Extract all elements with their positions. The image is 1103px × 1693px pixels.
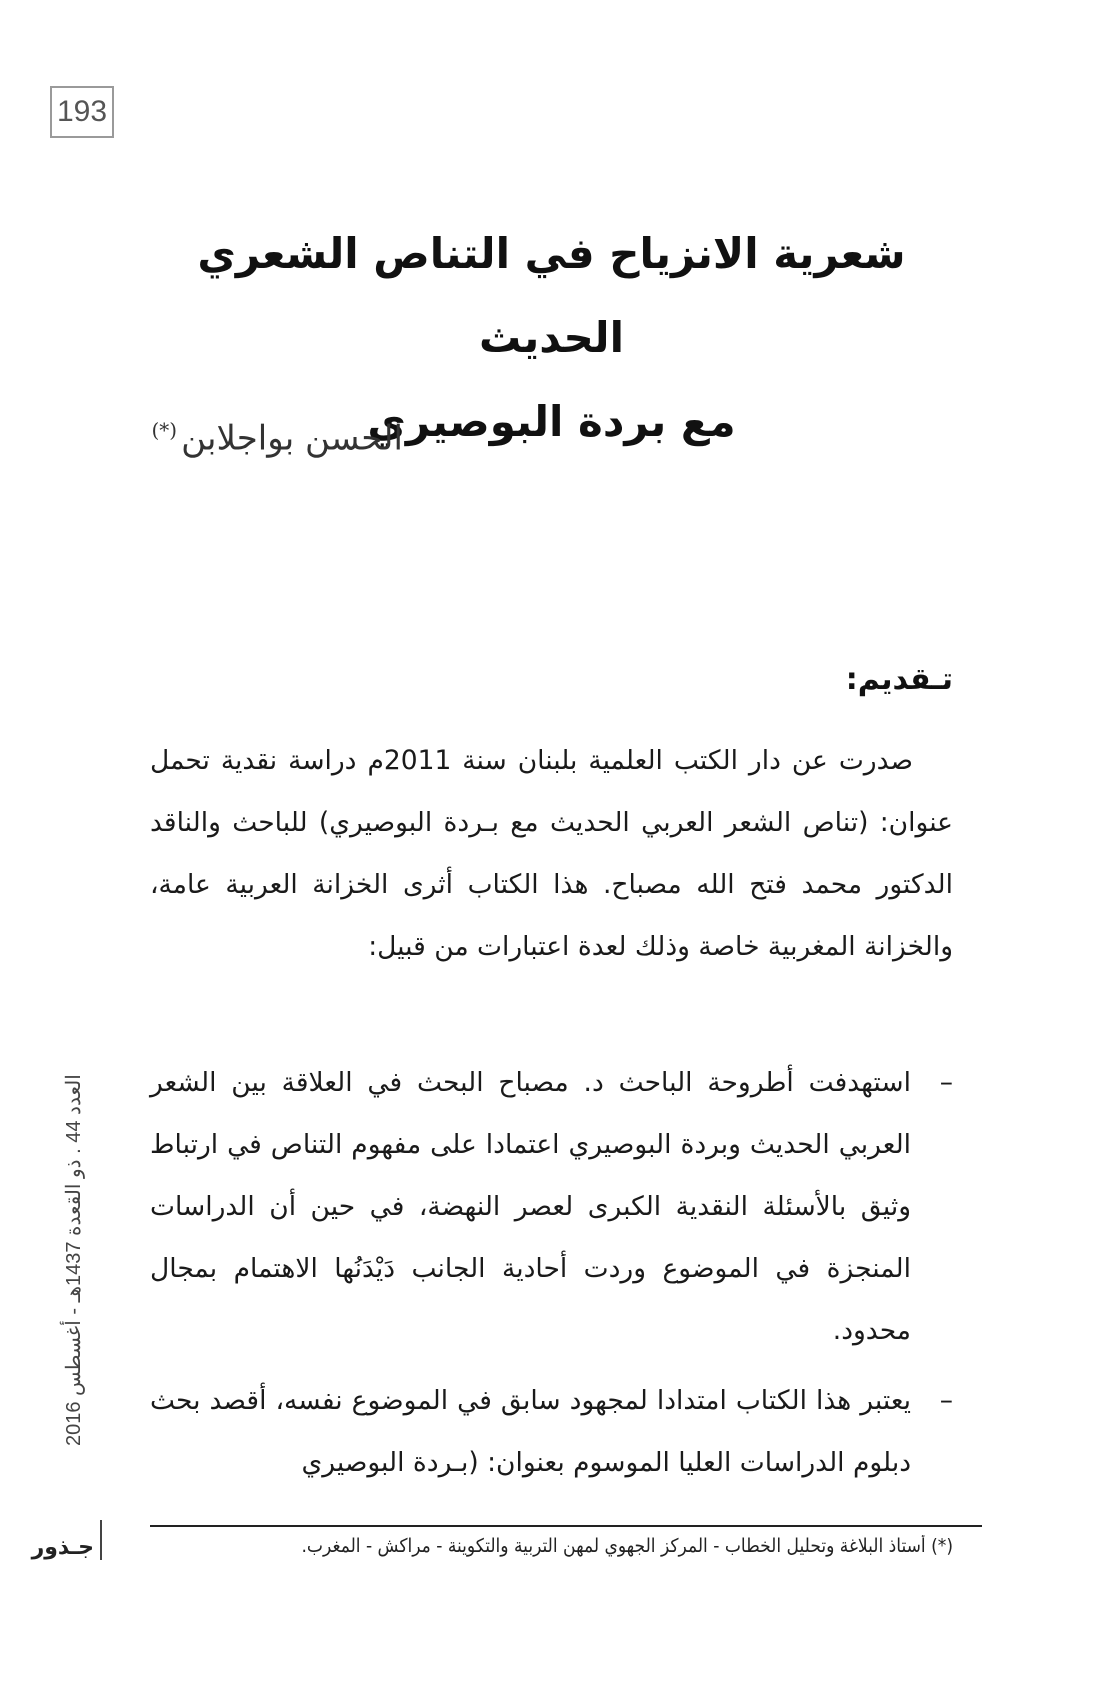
bullet-item: [150, 1052, 953, 1362]
bullet-list: [150, 1052, 953, 1502]
journal-brand: جـذور: [31, 1535, 94, 1560]
bullet-dash: –: [939, 1067, 953, 1098]
issue-info: العدد 44 . ذو القعدة 1437هـ - أغسطس 2016: [63, 1074, 85, 1446]
footnote-divider: [150, 1525, 982, 1527]
bullet-dash: –: [939, 1385, 953, 1416]
intro-paragraph: [150, 730, 953, 978]
bullet-text: يعتبر هذا الكتاب امتدادا لمجهود سابق في الموضوع نفسه، أقصد بحث دبلوم الدراسات العليا الموسوم بعنوان: (بـردة البوصيري: [150, 1385, 911, 1478]
bullet-text: استهدفت أطروحة الباحث د. مصباح البحث في العلاقة بين الشعر العربي الحديث وبردة البوصيري اعتمادا على مفهوم التناص في ارتباط وثيق بالأسئلة النقدية الكبرى لعصر النهضة، في حين أن الدراسات المنجزة في الموضوع وردت أحادية الجانب دَيْدَنُها الاهتمام بمجال محدود.: [150, 1067, 911, 1346]
author-name: [151, 418, 403, 458]
page-number: 193: [50, 86, 114, 138]
title-line-2: مع بردة البوصيري: [367, 397, 736, 446]
author-text: الحسن بواجلابن: [181, 418, 403, 459]
author-footnote-mark: (*): [151, 418, 178, 442]
title-line-1: شعرية الانزياح في التناص الشعري الحديث: [197, 229, 906, 362]
intro-text: صدرت عن دار الكتب العلمية بلبنان سنة 2011م دراسة نقدية تحمل عنوان: (تناص الشعر العربي الحديث مع بـردة البوصيري) للباحث والناقد الدكتور محمد فتح الله مصباح. هذا الكتاب أثرى الخزانة العربية عامة، والخزانة المغربية خاصة وذلك لعدة اعتبارات من قبيل:: [150, 745, 953, 962]
footnote: (*) أستاذ البلاغة وتحليل الخطاب - المركز الجهوي لمهن التربية والتكوينة - مراكش - المغرب.: [301, 1535, 953, 1557]
side-divider: [100, 1520, 102, 1560]
bullet-item: [150, 1370, 953, 1494]
section-heading: تـقديم:: [845, 662, 953, 697]
